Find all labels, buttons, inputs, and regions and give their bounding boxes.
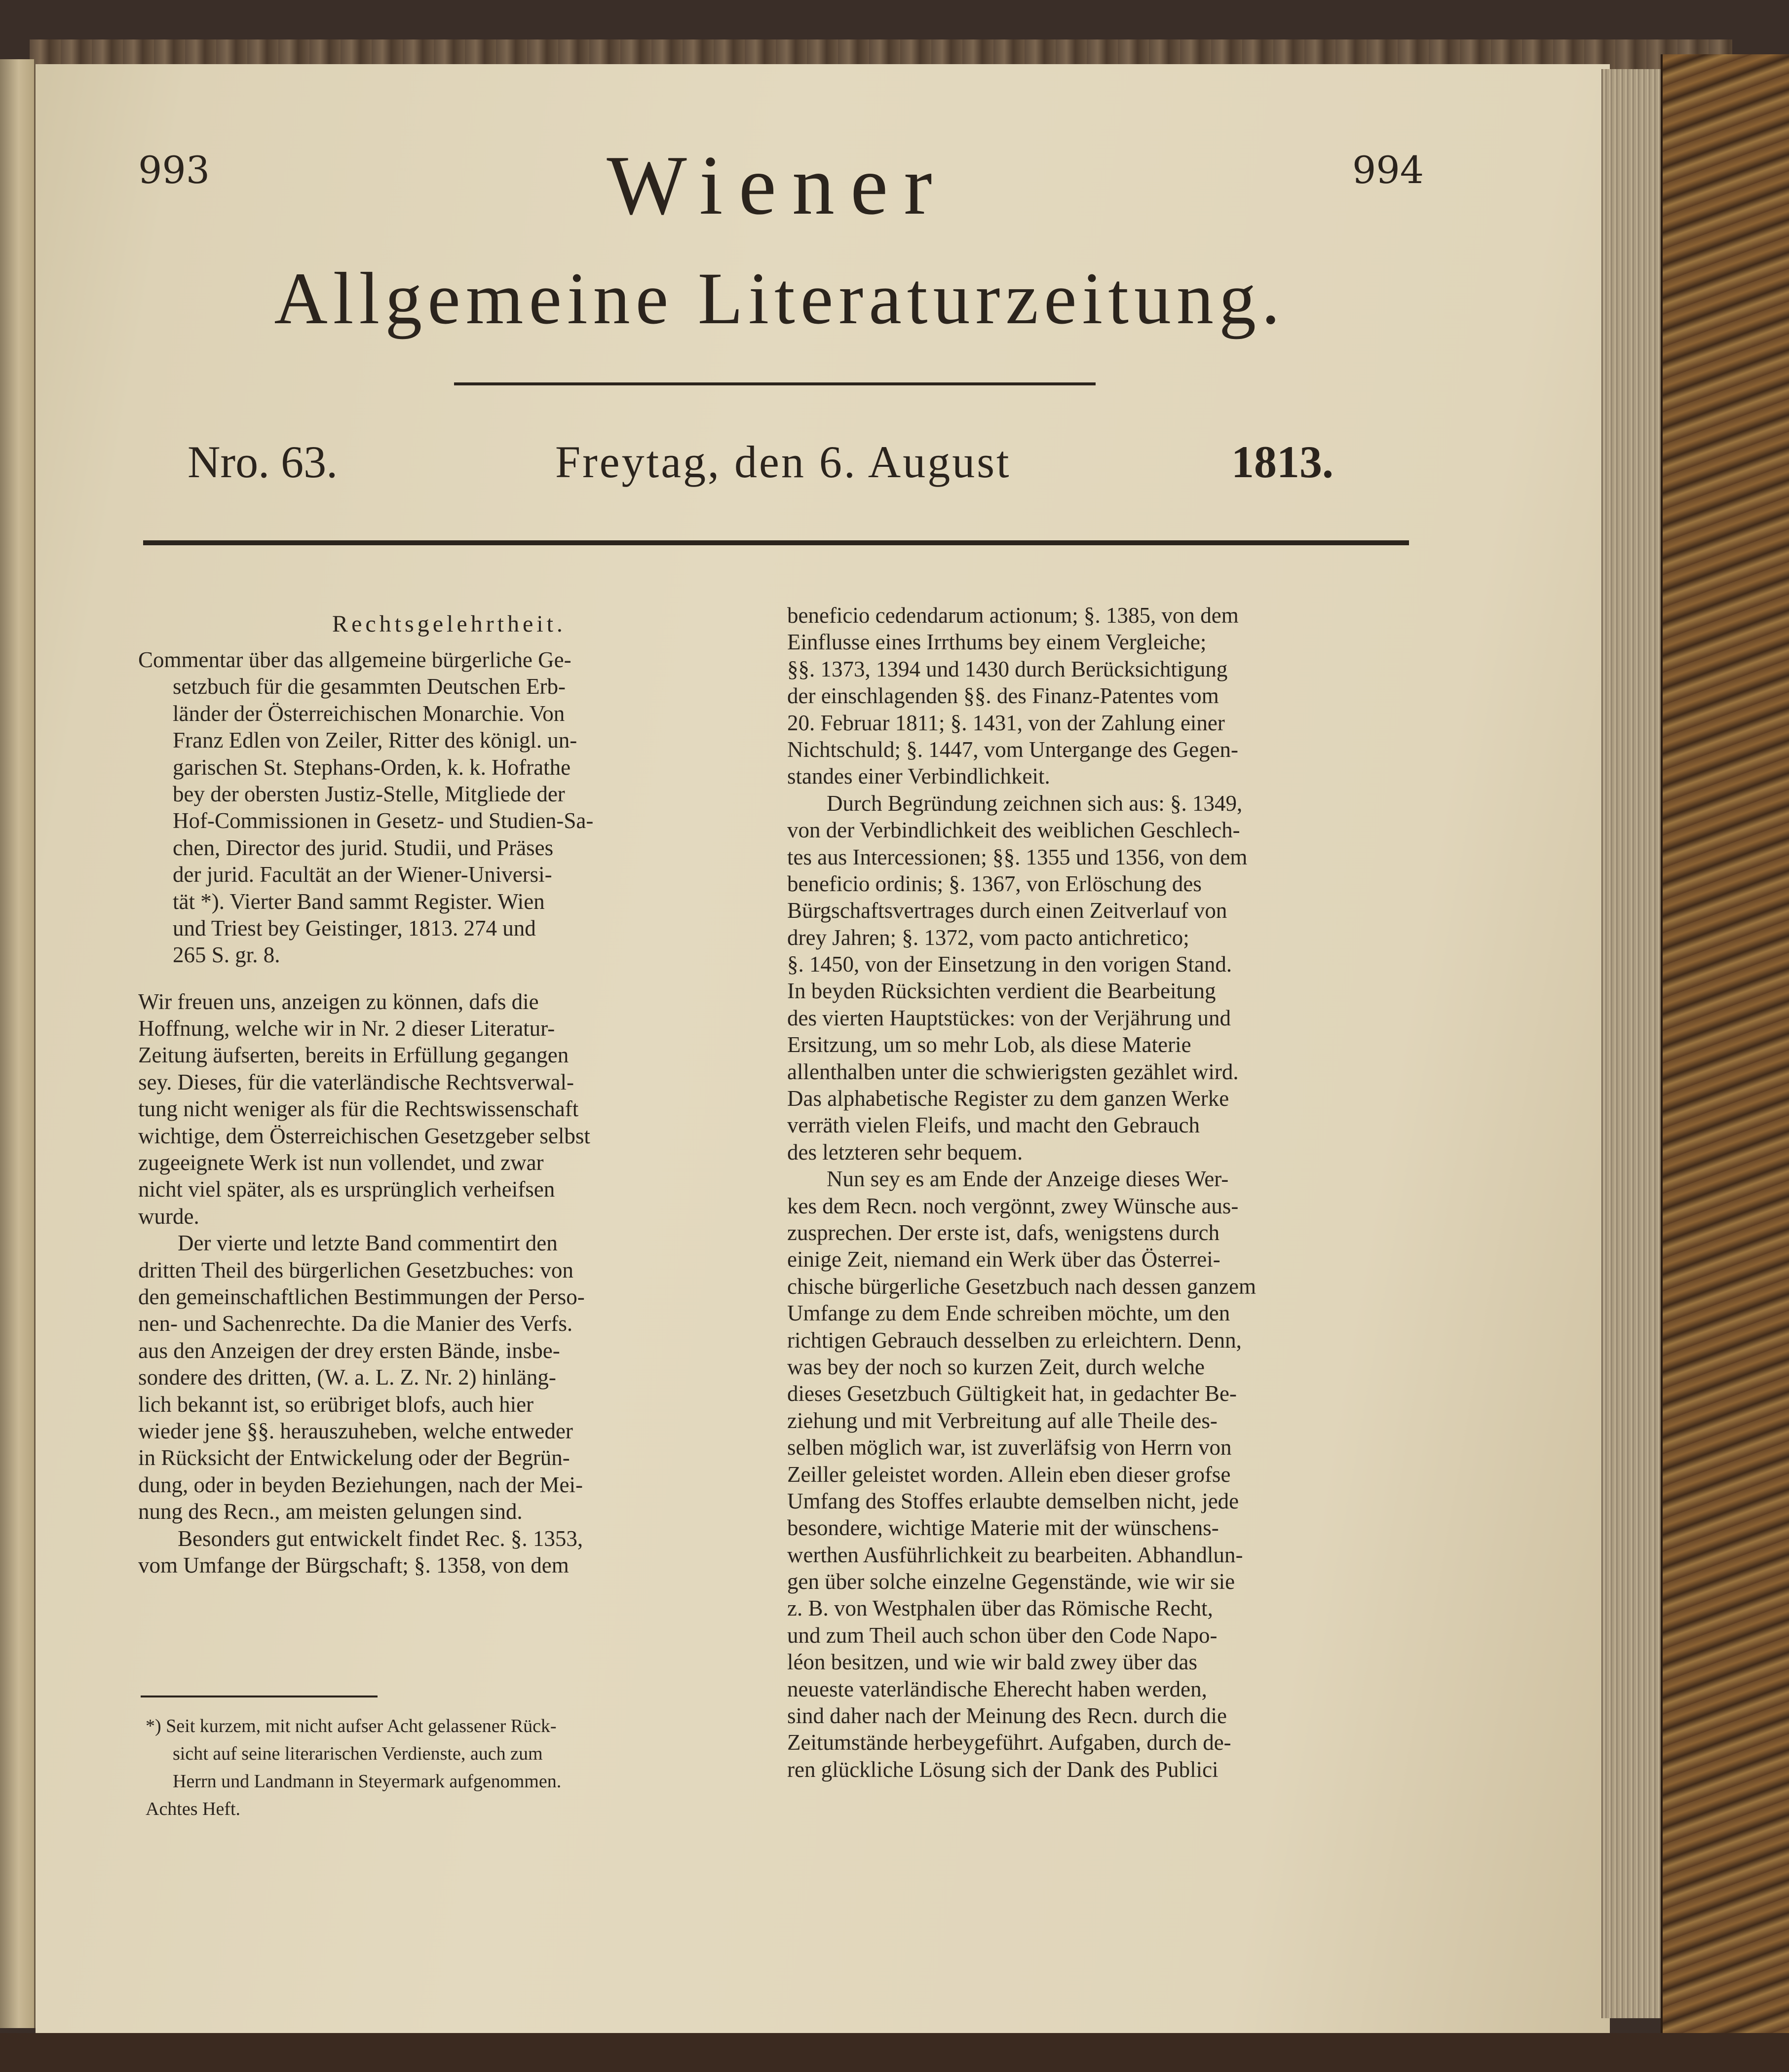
body-line: Bürgschaftsvertrages durch einen Zeitverlauf von — [787, 898, 1227, 923]
body-line: selben möglich war, ist zuverläfsig von Herrn von — [787, 1435, 1232, 1460]
body-line: wieder jene §§. herauszuheben, welche entweder — [138, 1418, 573, 1443]
issue-year: 1813. — [1231, 437, 1333, 487]
body-line: nen- und Sachenrechte. Da die Manier des Verfs. — [138, 1311, 573, 1336]
footnote-line: *) Seit kurzem, mit nicht aufser Acht gelassener Rück- — [146, 1716, 557, 1736]
issue-number: Nro. 63. — [188, 437, 338, 487]
body-line: Hoffnung, welche wir in Nr. 2 dieser Literatur- — [138, 1016, 555, 1041]
body-line: nicht viel später, als es ursprünglich verheifsen — [138, 1177, 555, 1202]
citation-line: Hof-Commissionen in Gesetz- und Studien-Sa- — [173, 808, 594, 833]
left-column — [138, 602, 760, 1579]
body-line: tes aus Intercessionen; §§. 1355 und 1356, von dem — [787, 844, 1248, 869]
body-line: Zeitumstände herbeygeführt. Aufgaben, durch de- — [787, 1730, 1231, 1755]
body-line: Umfange zu dem Ende schreiben möchte, um den — [787, 1301, 1230, 1326]
section-heading: Rechtsgelehrtheit. — [332, 611, 566, 637]
review-body — [138, 988, 760, 1579]
body-line: einige Zeit, niemand ein Werk über das Österrei- — [787, 1247, 1220, 1272]
issue-date: Freytag, den 6. August — [555, 437, 1011, 487]
citation-line: Franz Edlen von Zeiler, Ritter des königl. un- — [173, 728, 577, 753]
body-line: und zum Theil auch schon über den Code Napo- — [787, 1622, 1218, 1648]
facing-page-edge — [0, 59, 36, 2028]
body-line: beneficio ordinis; §. 1367, von Erlöschung des — [787, 871, 1202, 896]
body-line: besondere, wichtige Materie mit der wünschens- — [787, 1515, 1219, 1541]
body-line: z. B. von Westphalen über das Römische Recht, — [787, 1596, 1213, 1621]
body-line: tung nicht weniger als für die Rechtswissenschaft — [138, 1096, 579, 1122]
body-line: kes dem Recn. noch vergönnt, zwey Wünsche aus- — [787, 1193, 1239, 1218]
body-line: sondere des dritten, (W. a. L. Z. Nr. 2) hinläng- — [138, 1365, 556, 1390]
body-line: Wir freuen uns, anzeigen zu können, dafs die — [138, 989, 539, 1014]
body-line: Nun sey es am Ende der Anzeige dieses Wer- — [827, 1167, 1229, 1192]
body-line: §. 1450, von der Einsetzung in den vorigen Stand. — [787, 952, 1232, 977]
body-line: zugeeignete Werk ist nun vollendet, und zwar — [138, 1150, 544, 1175]
header-rule — [143, 540, 1409, 545]
body-line: In beyden Rücksichten verdient die Bearbeitung — [787, 979, 1216, 1004]
body-line: Durch Begründung zeichnen sich aus: §. 1349, — [827, 791, 1243, 816]
body-line: des letzteren sehr bequem. — [787, 1139, 1023, 1165]
citation-line: setzbuch für die gesammten Deutschen Erb- — [173, 674, 566, 699]
citation-line: der jurid. Facultät an der Wiener-Universi- — [173, 862, 552, 887]
cover-bottom-edge — [0, 2033, 1789, 2072]
citation-line: bey der obersten Justiz-Stelle, Mitgliede der — [173, 781, 565, 806]
footnote — [146, 1712, 767, 1823]
body-line: drey Jahren; §. 1372, vom pacto antichretico; — [787, 925, 1189, 950]
body-line: allenthalben unter die schwierigsten gezählet wird. — [787, 1059, 1239, 1084]
body-line: chische bürgerliche Gesetzbuch nach dessen ganzem — [787, 1274, 1256, 1299]
body-line: Besonders gut entwickelt findet Rec. §. 1353, — [178, 1526, 583, 1551]
body-line: in Rücksicht der Entwickelung oder der Begrün- — [138, 1445, 570, 1470]
body-line: wurde. — [138, 1204, 199, 1229]
body-line: neueste vaterländische Eherecht haben werden, — [787, 1676, 1207, 1701]
body-line: verräth vielen Fleifs, und macht den Gebrauch — [787, 1113, 1200, 1138]
body-line: richtigen Gebrauch desselben zu erleichtern. Denn, — [787, 1327, 1242, 1353]
body-line: von der Verbindlichkeit des weiblichen Geschlech- — [787, 818, 1240, 843]
masthead-title-line2: Allgemeine Literaturzeitung. — [274, 258, 1286, 339]
citation-line: 265 S. gr. 8. — [173, 942, 280, 968]
page-block-edges — [1601, 69, 1661, 2018]
footnote-line: sicht auf seine literarischen Verdienste, auch zum — [173, 1743, 543, 1764]
right-column — [787, 602, 1411, 1783]
body-line: Umfang des Stoffes erlaubte demselben nicht, jede — [787, 1488, 1239, 1513]
body-line: nung des Recn., am meisten gelungen sind. — [138, 1499, 523, 1524]
masthead-divider — [454, 382, 1096, 385]
signature-mark: Achtes Heft. — [146, 1799, 241, 1819]
citation-line: und Triest bey Geistinger, 1813. 274 und — [173, 915, 536, 941]
body-line: Zeiller geleistet worden. Allein eben dieser grofse — [787, 1462, 1231, 1487]
body-line: dritten Theil des bürgerlichen Gesetzbuches: von — [138, 1257, 573, 1282]
body-line: zusprechen. Der erste ist, dafs, wenigstens durch — [787, 1220, 1219, 1245]
body-line: Ersitzung, um so mehr Lob, als diese Materie — [787, 1032, 1191, 1057]
page-number-left: 993 — [138, 148, 210, 192]
body-line: aus den Anzeigen der drey ersten Bände, insbe- — [138, 1338, 560, 1363]
page-number-right: 994 — [1352, 148, 1424, 192]
body-line: beneficio cedendarum actionum; §. 1385, von dem — [787, 603, 1239, 628]
body-line: Nichtschuld; §. 1447, vom Untergange des Gegen- — [787, 737, 1238, 762]
footnote-rule — [141, 1695, 378, 1697]
marbled-cover — [1661, 54, 1789, 2072]
body-line: Einflusse eines Irrthums bey einem Vergleiche; — [787, 630, 1207, 655]
citation-line: chen, Director des jurid. Studii, und Präses — [173, 835, 554, 860]
body-line: werthen Ausführlichkeit zu bearbeiten. Abhandlun- — [787, 1542, 1243, 1567]
body-line: léon besitzen, und wie wir bald zwey über das — [787, 1650, 1197, 1675]
body-line: der einschlagenden §§. des Finanz-Patentes vom — [787, 683, 1219, 709]
body-line: sind daher nach der Meinung des Recn. durch die — [787, 1703, 1227, 1729]
body-line: gen über solche einzelne Gegenstände, wie wir sie — [787, 1569, 1235, 1594]
body-line: wichtige, dem Österreichischen Gesetzgeber selbst — [138, 1123, 590, 1148]
body-line: des vierten Hauptstückes: von der Verjährung und — [787, 1005, 1231, 1030]
body-line: §§. 1373, 1394 und 1430 durch Berücksichtigung — [787, 656, 1228, 681]
citation-line: Commentar über das allgemeine bürgerliche Ge- — [138, 647, 571, 672]
body-line: was bey der noch so kurzen Zeit, durch welche — [787, 1354, 1205, 1379]
body-line: Das alphabetische Register zu dem ganzen Werke — [787, 1086, 1229, 1111]
body-line: lich bekannt ist, so erübriget blofs, auch hier — [138, 1392, 534, 1417]
citation-line: länder der Österreichischen Monarchie. Von — [173, 701, 565, 726]
paragraph-gap — [138, 969, 760, 988]
body-line: Zeitung äufserten, bereits in Erfüllung gegangen — [138, 1043, 569, 1068]
footnote-line: Herrn und Landmann in Steyermark aufgenommen. — [173, 1771, 562, 1792]
body-line: Der vierte und letzte Band commentirt den — [178, 1231, 558, 1256]
body-line: vom Umfange der Bürgschaft; §. 1358, von dem — [138, 1552, 569, 1578]
citation-line: tät *). Vierter Band sammt Register. Wien — [173, 889, 545, 914]
body-line: den gemeinschaftlichen Bestimmungen der Perso- — [138, 1284, 585, 1309]
body-line: 20. Februar 1811; §. 1431, von der Zahlung einer — [787, 710, 1225, 735]
body-line: ren glückliche Lösung sich der Dank des Publici — [787, 1757, 1218, 1782]
body-line: dung, oder in beyden Beziehungen, nach der Mei- — [138, 1472, 583, 1497]
book-citation — [138, 646, 760, 969]
body-line: dieses Gesetzbuch Gültigkeit hat, in gedachter Be- — [787, 1381, 1237, 1406]
citation-line: garischen St. Stephans-Orden, k. k. Hofrathe — [173, 754, 571, 780]
body-line: standes einer Verbindlichkeit. — [787, 764, 1050, 789]
body-line: sey. Dieses, für die vaterländische Rechtsverwal- — [138, 1069, 574, 1094]
body-line: ziehung und mit Verbreitung auf alle Theile des- — [787, 1408, 1218, 1433]
masthead-title-line1: Wiener — [607, 139, 948, 232]
